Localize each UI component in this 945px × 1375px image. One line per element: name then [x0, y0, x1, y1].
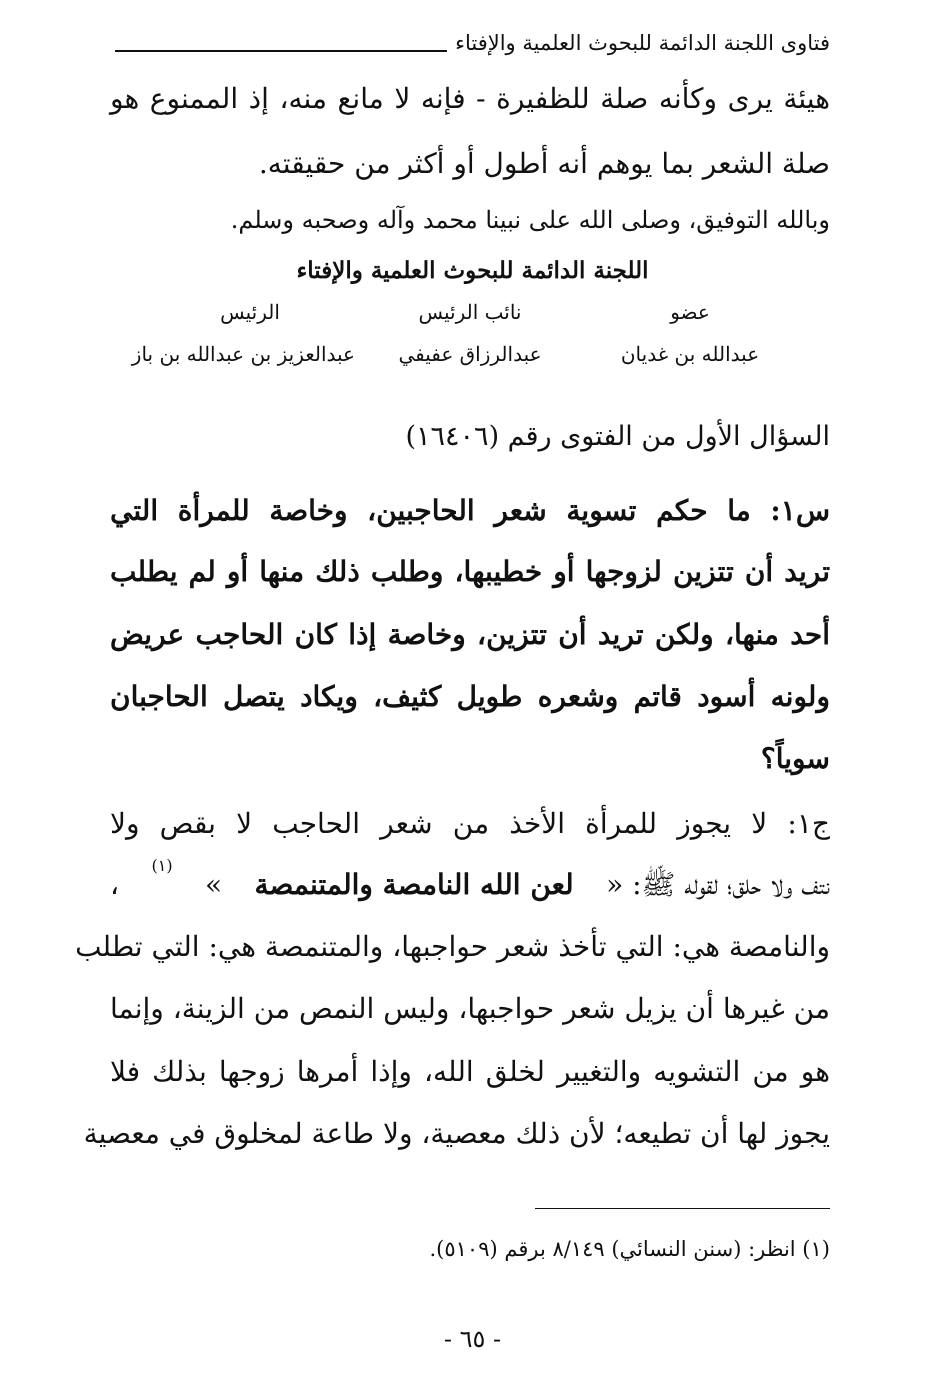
footnote-marker: (١)	[151, 856, 173, 875]
question-line: ولونه أسود قاتم وشعره طويل كثيف، ويكاد يتصل الحاجبان	[110, 680, 830, 713]
question-line: تريد أن تتزين لزوجها أو خطيبها، وطلب ذلك منها أو لم يطلب	[110, 555, 830, 588]
question-line: أحد منها، ولكن تريد أن تتزين، وخاصة إذا كان الحاجب عريض	[110, 618, 830, 651]
closing-line: وبالله التوفيق، وصلى الله على نبينا محمد وآله وصحبه وسلم.	[230, 206, 830, 234]
hadith-quote: لعن الله النامصة والمتنمصة	[254, 868, 574, 901]
signature-name: عبدالعزيز بن عبدالله بن باز	[131, 342, 355, 366]
answer-line	[110, 856, 830, 904]
quote-close: »	[204, 868, 223, 901]
answer-line: من غيرها أن يزيل شعر حواجبها، وليس النمص من الزينة، وإنما	[110, 992, 830, 1025]
signature-names	[131, 342, 795, 366]
signature-titles	[145, 300, 795, 324]
question-line: س١: ما حكم تسوية شعر الحاجبين، وخاصة للمرأة التي	[110, 494, 830, 527]
running-title: فتاوى اللجنة الدائمة للبحوث العلمية والإفتاء	[455, 31, 830, 55]
page-number: - ٦٥ -	[443, 1325, 502, 1353]
answer-line: هو من التشويه والتغيير لخلق الله، وإذا أمرها زوجها بذلك فلا	[110, 1055, 830, 1088]
committee-name: اللجنة الدائمة للبحوث العلمية والإفتاء	[296, 257, 649, 284]
answer-line: والنامصة هي: التي تأخذ شعر حواجبها، والمتنمصة هي: التي تطلب	[75, 930, 830, 963]
running-header	[115, 28, 830, 58]
header-rule	[115, 50, 447, 52]
signature-title: الرئيس	[220, 300, 280, 324]
footnote: (١) انظر: (سنن النسائي) ٨/١٤٩ برقم (٥١٠٩).	[429, 1237, 830, 1261]
signature-title: نائب الرئيس	[418, 300, 522, 324]
answer-line: ج١: لا يجوز للمرأة الأخذ من شعر الحاجب لا بقص ولا	[110, 807, 830, 840]
signature-title: عضو	[670, 300, 710, 324]
signature-name: عبدالرزاق عفيفي	[398, 342, 542, 366]
answer-punctuation: ،	[110, 868, 120, 901]
answer-text-start: نتف ولا حلق؛ لقوله ﷺ: «	[606, 868, 830, 901]
answer-line: يجوز لها أن تطيعه؛ لأن ذلك معصية، ولا طاعة لمخلوق في معصية	[83, 1117, 830, 1150]
signature-name: عبدالله بن غديان	[620, 342, 760, 366]
body-line: هيئة يرى وكأنه صلة للظفيرة - فإنه لا مانع منه، إذ الممنوع هو	[110, 82, 830, 115]
body-line: صلة الشعر بما يوهم أنه أطول أو أكثر من حقيقته.	[258, 147, 830, 180]
question-line: سوياً؟	[760, 742, 830, 775]
fatwa-heading: السؤال الأول من الفتوى رقم (١٦٤٠٦)	[405, 421, 830, 452]
footnote-rule	[535, 1208, 830, 1209]
